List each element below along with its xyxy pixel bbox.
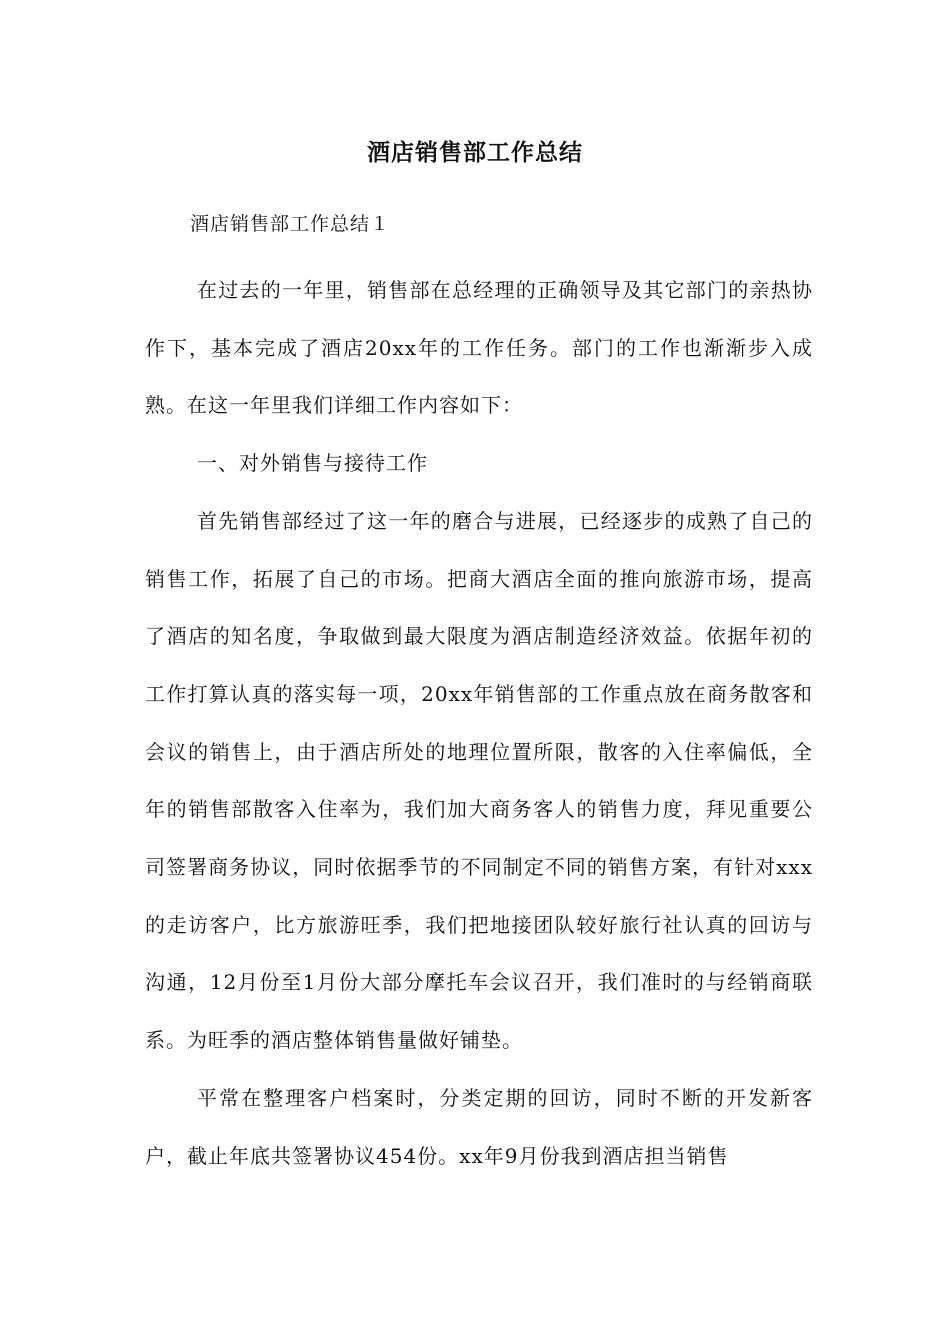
paragraph-client-files: 平常在整理客户档案时，分类定期的回访，同时不断的开发新客户，截止年底共签署协议454份。xx年9月份我到酒店担当销售 (145, 1085, 813, 1168)
section-subtitle: 酒店销售部工作总结１ (190, 213, 391, 235)
paragraph-intro: 在过去的一年里，销售部在总经理的正确领导及其它部门的亲热协作下，基本完成了酒店20xx年的工作任务。部门的工作也渐渐步入成熟。在这一年里我们详细工作内容如下： (145, 278, 813, 418)
document-title: 酒店销售部工作总结 (367, 139, 583, 166)
paragraph-sales-work: 首先销售部经过了这一年的磨合与进展，已经逐步的成熟了自己的销售工作，拓展了自己的市场。把商大酒店全面的推向旅游市场，提高了酒店的知名度，争取做到最大限度为酒店制造经济效益。依据年初的工作打算认真的落实每一项，20xx年销售部的工作重点放在商务散客和会议的销售上，由于酒店所处的地理位置所限，散客的入住率偏低，全年的销售部散客入住率为，我们加大商务客人的销售力度，拜见重要公司签署商务协议，同时依据季节的不同制定不同的销售方案，有针对xxx的走访客户，比方旅游旺季，我们把地接团队较好旅行社认真的回访与沟通，12月份至1月份大部分摩托车会议召开，我们准时的与经销商联系。为旺季的酒店整体销售量做好铺垫。 (145, 508, 813, 1053)
section-heading-sales: 一、对外销售与接待工作 (197, 451, 428, 476)
document-body (145, 262, 813, 1185)
